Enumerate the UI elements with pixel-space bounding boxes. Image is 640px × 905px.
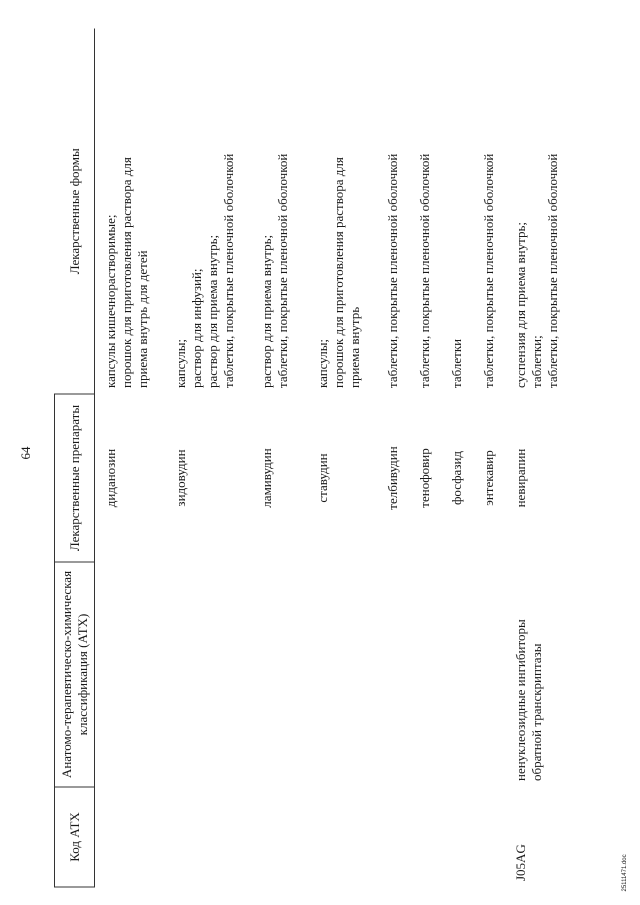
dosage-form-line: таблетки, покрытые пленочной оболочкой	[545, 153, 561, 388]
dosage-form-line: раствор для приема внутрь;	[259, 234, 275, 388]
atc-code-cell	[173, 787, 259, 887]
drug-name-cell: диданозин	[103, 448, 119, 507]
drug-name-cell: телбивудин	[385, 445, 401, 510]
drug-name-cell: фосфазид	[449, 450, 465, 505]
table-row	[513, 29, 561, 887]
atc-classification-cell	[481, 562, 513, 787]
header-classification: Анатомо-терапевтическо-химическая классификация (АТХ)	[55, 562, 95, 787]
dosage-form-line: таблетки, покрытые пленочной оболочкой	[481, 153, 497, 388]
dosage-form-line: приема внутрь для детей	[135, 249, 151, 388]
dosage-forms-cell	[449, 29, 481, 394]
dosage-form-line: порошок для приготовления раствора для	[331, 156, 347, 388]
drug-name-cell: зидовудин	[173, 448, 189, 507]
table-row	[259, 29, 315, 887]
atc-code-cell	[449, 787, 481, 887]
file-name-label: 25111471.doc	[622, 853, 628, 891]
atc-code-cell	[385, 787, 417, 887]
atc-classification-cell: ненуклеозидные ингибиторы обратной транскриптазы	[513, 618, 545, 781]
header-forms: Лекарственные формы	[55, 29, 95, 394]
table-header-row	[55, 29, 95, 887]
dosage-form-line: таблетки, покрытые пленочной оболочкой	[417, 153, 433, 388]
table-row	[417, 29, 449, 887]
drug-name-cell: ставудин	[315, 452, 331, 503]
dosage-form-line: таблетки	[449, 338, 465, 388]
drug-name-cell: ламивудин	[259, 447, 275, 508]
atc-code-cell	[103, 787, 173, 887]
dosage-form-line: приема внутрь	[347, 306, 363, 388]
dosage-form-line: таблетки, покрытые пленочной оболочкой	[275, 153, 291, 388]
dosage-form-line: капсулы;	[173, 338, 189, 388]
table-row	[173, 29, 259, 887]
atc-classification-cell	[259, 562, 315, 787]
dosage-forms-cell	[315, 29, 385, 394]
atc-code-cell	[417, 787, 449, 887]
dosage-form-line: раствор для приема внутрь;	[205, 234, 221, 388]
dosage-forms-cell	[103, 29, 173, 394]
atc-classification-cell	[449, 562, 481, 787]
atc-classification-cell	[103, 562, 173, 787]
atc-classification-cell	[417, 562, 449, 787]
atc-code-cell: J05AG	[513, 843, 529, 881]
dosage-form-line: капсулы;	[315, 338, 331, 388]
drug-name-cell: невирапин	[513, 448, 529, 507]
atc-classification-cell	[315, 562, 385, 787]
drug-name-cell: тенофовир	[417, 447, 433, 508]
dosage-form-line: раствор для инфузий;	[189, 267, 205, 388]
table-row	[315, 29, 385, 887]
atc-code-cell	[481, 787, 513, 887]
drug-classification-table	[54, 29, 561, 888]
atc-classification-cell	[385, 562, 417, 787]
atc-classification-cell	[173, 562, 259, 787]
header-drugs: Лекарственные препараты	[55, 394, 95, 562]
dosage-forms-cell	[173, 29, 259, 394]
dosage-forms-cell	[385, 29, 417, 394]
table-row	[449, 29, 481, 887]
atc-code-cell	[315, 787, 385, 887]
drug-name-cell: энтекавир	[481, 449, 497, 506]
dosage-form-line: суспензия для приема внутрь;	[513, 221, 529, 388]
dosage-form-line: капсулы кишечнорастворимые;	[103, 214, 119, 388]
dosage-forms-cell	[513, 29, 561, 394]
dosage-forms-cell	[259, 29, 315, 394]
page-number: 64	[18, 446, 33, 459]
dosage-form-line: таблетки;	[529, 334, 545, 388]
dosage-forms-cell	[481, 29, 513, 394]
dosage-form-line: порошок для приготовления раствора для	[119, 156, 135, 388]
dosage-forms-cell	[417, 29, 449, 394]
table-row	[385, 29, 417, 887]
table-row	[481, 29, 513, 887]
dosage-form-line: таблетки, покрытые пленочной оболочкой	[385, 153, 401, 388]
dosage-form-line: таблетки, покрытые пленочной оболочкой	[221, 153, 237, 388]
atc-code-cell	[259, 787, 315, 887]
table-row	[103, 29, 173, 887]
header-code: Код АТХ	[55, 787, 95, 887]
